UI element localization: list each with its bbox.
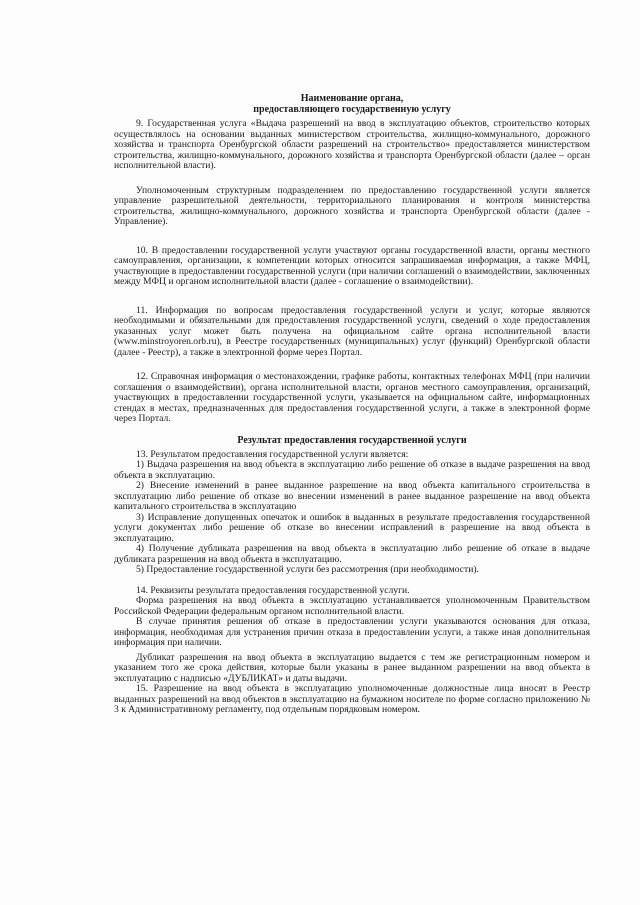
paragraph-13-item-4: 4) Получение дубликата разрешения на ввод объекта в эксплуатацию либо решение об отказе в выдаче дубликата разрешения на ввод объекта в эксплуатацию. xyxy=(114,543,590,565)
document-body xyxy=(114,93,590,716)
paragraph-12: 12. Справочная информация о местонахождении, графике работы, контактных телефонах МФЦ (при наличии соглашения о взаимодействии), органа исполнительной власти, органов местного самоуправления, организаций, участвующих в предоставлении государственной услуги, указывается на официальном сайте, информационных стендах в местах, предназначенных для предоставления государственной услуги, а также в электронной форме через Портал. xyxy=(114,371,590,424)
paragraph-13-item-2: 2) Внесение изменений в ранее выданное разрешение на ввод объекта капитального строительства в эксплуатацию либо решение об отказе во внесении изменений в ранее выданное разрешение на ввод объекта капитального строительства в эксплуатацию xyxy=(114,480,590,512)
paragraph-13-item-1: 1) Выдача разрешения на ввод объекта в эксплуатацию либо решение об отказе в выдаче разрешения на ввод объекта в эксплуатацию. xyxy=(114,459,590,481)
paragraph-13-item-5: 5) Предоставление государственной услуги без рассмотрения (при необходимости). xyxy=(136,564,479,575)
paragraph-9-subdivision: Уполномоченным структурным подразделением по предоставлению государственной услуги является управление разрешительной деятельности, территориального планирования и контроля министерства строительства, жилищно-коммунального, дорожного хозяйства и транспорта Оренбургской области (далее - Управление). xyxy=(114,184,590,227)
paragraph-14-form: Форма разрешения на ввод объекта в эксплуатацию устанавливается уполномоченным Правительством Российской Федерации федеральным органом исполнительной власти. xyxy=(114,595,590,617)
result-heading: Результат предоставления государственной услуги xyxy=(237,434,467,446)
paragraph-15: 15. Разрешение на ввод объекта в эксплуатацию уполномоченные должностные лица вносят в Реестр выданных разрешений на ввод объектов в эксплуатацию на бумажном носителе по форме согласно приложению № 3 к Административному регламенту, под отдельным порядковым номером. xyxy=(114,683,590,715)
paragraph-9: 9. Государственная услуга «Выдача разрешений на ввод в эксплуатацию объектов, строительство которых осуществлялось на основании выданных министерством строительства, жилищно-коммунального, дорожного хозяйства и транспорта Оренбургской области разрешений на строительство» предоставляется министерством строительства, жилищно-коммунального, дорожного хозяйства и транспорта Оренбургской области (далее – орган исполнительной власти). xyxy=(114,118,590,171)
section-heading-line1: Наименование органа, xyxy=(300,93,404,104)
paragraph-14: 14. Реквизиты результата предоставления государственной услуги. xyxy=(136,584,410,596)
paragraph-11: 11. Информация по вопросам предоставления государственной услуги и услуг, которые являются необходимыми и обязательными для предоставления государственной услуги, сведений о ходе предоставления указанных услуг может быть получена на официальном сайте органа исполнительной власти (www.minstroyoren.orb.ru), в Реестре государственных (муниципальных) услуг (функций) Оренбургской области (далее - Реестр), а также в электронной форме через Портал. xyxy=(114,304,590,358)
section-heading-line2: предоставляющего государственную услугу xyxy=(253,104,451,115)
paragraph-13: 13. Результатом предоставления государственной услуги является: xyxy=(136,448,409,460)
paragraph-14-refusal: В случае принятия решения об отказе в предоставлении услуги указываются основания для отказа, информация, необходимая для устранения причин отказа в предоставлении услуги, а также иная дополнительная информация при наличии. xyxy=(114,616,590,648)
paragraph-13-item-3: 3) Исправление допущенных опечаток и ошибок в выданных в результате предоставления государственной услуги документах либо решение об отказе во внесении исправлений в разрешение на ввод объекта в эксплуатацию. xyxy=(114,511,590,544)
paragraph-10: 10. В предоставлении государственной услуги участвуют органы государственной власти, органы местного самоуправления, организации, к компетенции которых относится запрашиваемая информация, а также МФЦ, участвующие в предоставлении государственной услуги (при наличии соглашений о взаимодействии, заключенных между МФЦ и органом исполнительной власти (далее - соглашение о взаимодействии). xyxy=(114,244,590,287)
paragraph-14-duplicate: Дубликат разрешения на ввод объекта в эксплуатацию выдается с тем же регистрационным номером и указанием того же срока действия, которые были указаны в ранее выданном разрешении на ввод объекта в эксплуатацию с надписью «ДУБЛИКАТ» и даты выдачи. xyxy=(114,651,590,684)
